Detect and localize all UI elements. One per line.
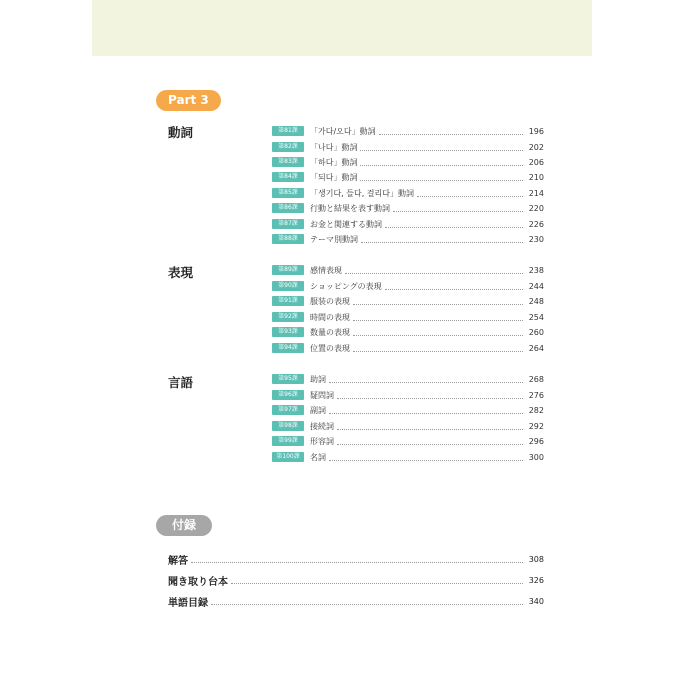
appendix-entry[interactable]: [168, 552, 544, 566]
leader-dots: [417, 190, 523, 197]
leader-dots: [231, 576, 523, 584]
lesson-title: 数量の表現: [310, 327, 350, 337]
lesson-tag: 第100課: [272, 452, 304, 462]
header-band: [92, 0, 592, 56]
leader-dots: [337, 438, 523, 445]
leader-dots: [360, 159, 523, 166]
leader-dots: [385, 283, 523, 290]
leader-dots: [353, 345, 523, 352]
lesson-tag: 第96課: [272, 390, 304, 400]
section-label-verbs: 動詞: [168, 125, 194, 140]
lesson-tag: 第84課: [272, 172, 304, 182]
section-label-language: 言語: [168, 375, 194, 390]
leader-dots: [329, 407, 523, 414]
toc-entry[interactable]: [272, 264, 544, 276]
leader-dots: [393, 205, 523, 212]
page-number: 214: [528, 188, 544, 198]
lesson-tag: 第86課: [272, 203, 304, 213]
leader-dots: [345, 267, 523, 274]
lesson-title: お金と関連する動詞: [310, 219, 382, 229]
page-number: 264: [528, 343, 544, 353]
toc-entry[interactable]: [272, 125, 544, 137]
leader-dots: [329, 376, 523, 383]
lesson-tag: 第89課: [272, 265, 304, 275]
lesson-title: 接続詞: [310, 421, 334, 431]
leader-dots: [379, 128, 523, 135]
appendix-title: 単語目録: [168, 597, 208, 609]
lesson-title: 「생기다, 들다, 걸리다」動詞: [310, 188, 414, 198]
page-number: 276: [528, 390, 544, 400]
toc-entry[interactable]: [272, 311, 544, 323]
lesson-title: 「되다」動詞: [310, 172, 358, 182]
toc-entry[interactable]: [272, 218, 544, 230]
page-number: 210: [528, 172, 544, 182]
lesson-title: ショッピングの表現: [310, 281, 382, 291]
lesson-title: 行動と結果を表す動詞: [310, 203, 390, 213]
page-number: 238: [528, 265, 544, 275]
leader-dots: [353, 298, 523, 305]
lesson-tag: 第83課: [272, 157, 304, 167]
leader-dots: [360, 144, 523, 151]
toc-entry[interactable]: [272, 342, 544, 354]
page-number: 196: [528, 126, 544, 136]
toc-entry[interactable]: [272, 233, 544, 245]
lesson-title: 助詞: [310, 374, 326, 384]
lesson-tag: 第97課: [272, 405, 304, 415]
lesson-title: 疑問詞: [310, 390, 334, 400]
leader-dots: [337, 423, 523, 430]
lesson-title: 「나다」動詞: [310, 142, 358, 152]
toc-entry[interactable]: [272, 156, 544, 168]
lesson-tag: 第87課: [272, 219, 304, 229]
lesson-title: 名詞: [310, 452, 326, 462]
leader-dots: [329, 454, 523, 461]
appendix-badge: 付録: [156, 515, 212, 536]
toc-entry[interactable]: [272, 389, 544, 401]
leader-dots: [385, 221, 523, 228]
page-number: 254: [528, 312, 544, 322]
lesson-title: 副詞: [310, 405, 326, 415]
toc-entry[interactable]: [272, 326, 544, 338]
toc-entry[interactable]: [272, 435, 544, 447]
lesson-tag: 第98課: [272, 421, 304, 431]
lesson-title: 形容詞: [310, 436, 334, 446]
lesson-tag: 第93課: [272, 327, 304, 337]
page-number: 268: [528, 374, 544, 384]
toc-entry[interactable]: [272, 404, 544, 416]
lesson-title: 「가다/오다」動詞: [310, 126, 376, 136]
lesson-tag: 第91課: [272, 296, 304, 306]
toc-entry[interactable]: [272, 451, 544, 463]
toc-entry[interactable]: [272, 202, 544, 214]
lesson-tag: 第90課: [272, 281, 304, 291]
lesson-title: 感情表現: [310, 265, 342, 275]
toc-entry[interactable]: [272, 171, 544, 183]
lesson-title: 「하다」動詞: [310, 157, 358, 167]
leader-dots: [353, 314, 523, 321]
page-number: 308: [528, 554, 544, 564]
toc-page: [92, 0, 592, 683]
lesson-tag: 第95課: [272, 374, 304, 384]
toc-entry[interactable]: [272, 280, 544, 292]
lesson-title: 時間の表現: [310, 312, 350, 322]
lesson-tag: 第82課: [272, 142, 304, 152]
page-number: 248: [528, 296, 544, 306]
page-number: 230: [528, 234, 544, 244]
page-number: 206: [528, 157, 544, 167]
page-number: 296: [528, 436, 544, 446]
part-badge: Part 3: [156, 90, 221, 111]
page-number: 244: [528, 281, 544, 291]
page-number: 220: [528, 203, 544, 213]
appendix-title: 聞き取り台本: [168, 576, 228, 588]
leader-dots: [337, 392, 523, 399]
lesson-tag: 第81課: [272, 126, 304, 136]
lesson-title: テーマ別動詞: [310, 234, 358, 244]
page-number: 260: [528, 327, 544, 337]
toc-entry[interactable]: [272, 420, 544, 432]
toc-entry[interactable]: [272, 295, 544, 307]
leader-dots: [211, 597, 523, 605]
appendix-title: 解答: [168, 555, 188, 567]
lesson-tag: 第99課: [272, 436, 304, 446]
page-number: 282: [528, 405, 544, 415]
leader-dots: [353, 329, 523, 336]
page-number: 226: [528, 219, 544, 229]
leader-dots: [360, 174, 523, 181]
lesson-title: 位置の表現: [310, 343, 350, 353]
section-label-expressions: 表現: [168, 265, 194, 280]
page-number: 326: [528, 575, 544, 585]
appendix-entry[interactable]: [168, 573, 544, 587]
lesson-tag: 第85課: [272, 188, 304, 198]
toc-entry[interactable]: [272, 373, 544, 385]
appendix-entry[interactable]: [168, 594, 544, 608]
page-number: 202: [528, 142, 544, 152]
page-number: 340: [528, 596, 544, 606]
leader-dots: [191, 555, 523, 563]
leader-dots: [361, 236, 523, 243]
lesson-tag: 第88課: [272, 234, 304, 244]
toc-entry[interactable]: [272, 187, 544, 199]
page-number: 300: [528, 452, 544, 462]
lesson-tag: 第92課: [272, 312, 304, 322]
page-number: 292: [528, 421, 544, 431]
lesson-tag: 第94課: [272, 343, 304, 353]
toc-entry[interactable]: [272, 141, 544, 153]
lesson-title: 服装の表現: [310, 296, 350, 306]
